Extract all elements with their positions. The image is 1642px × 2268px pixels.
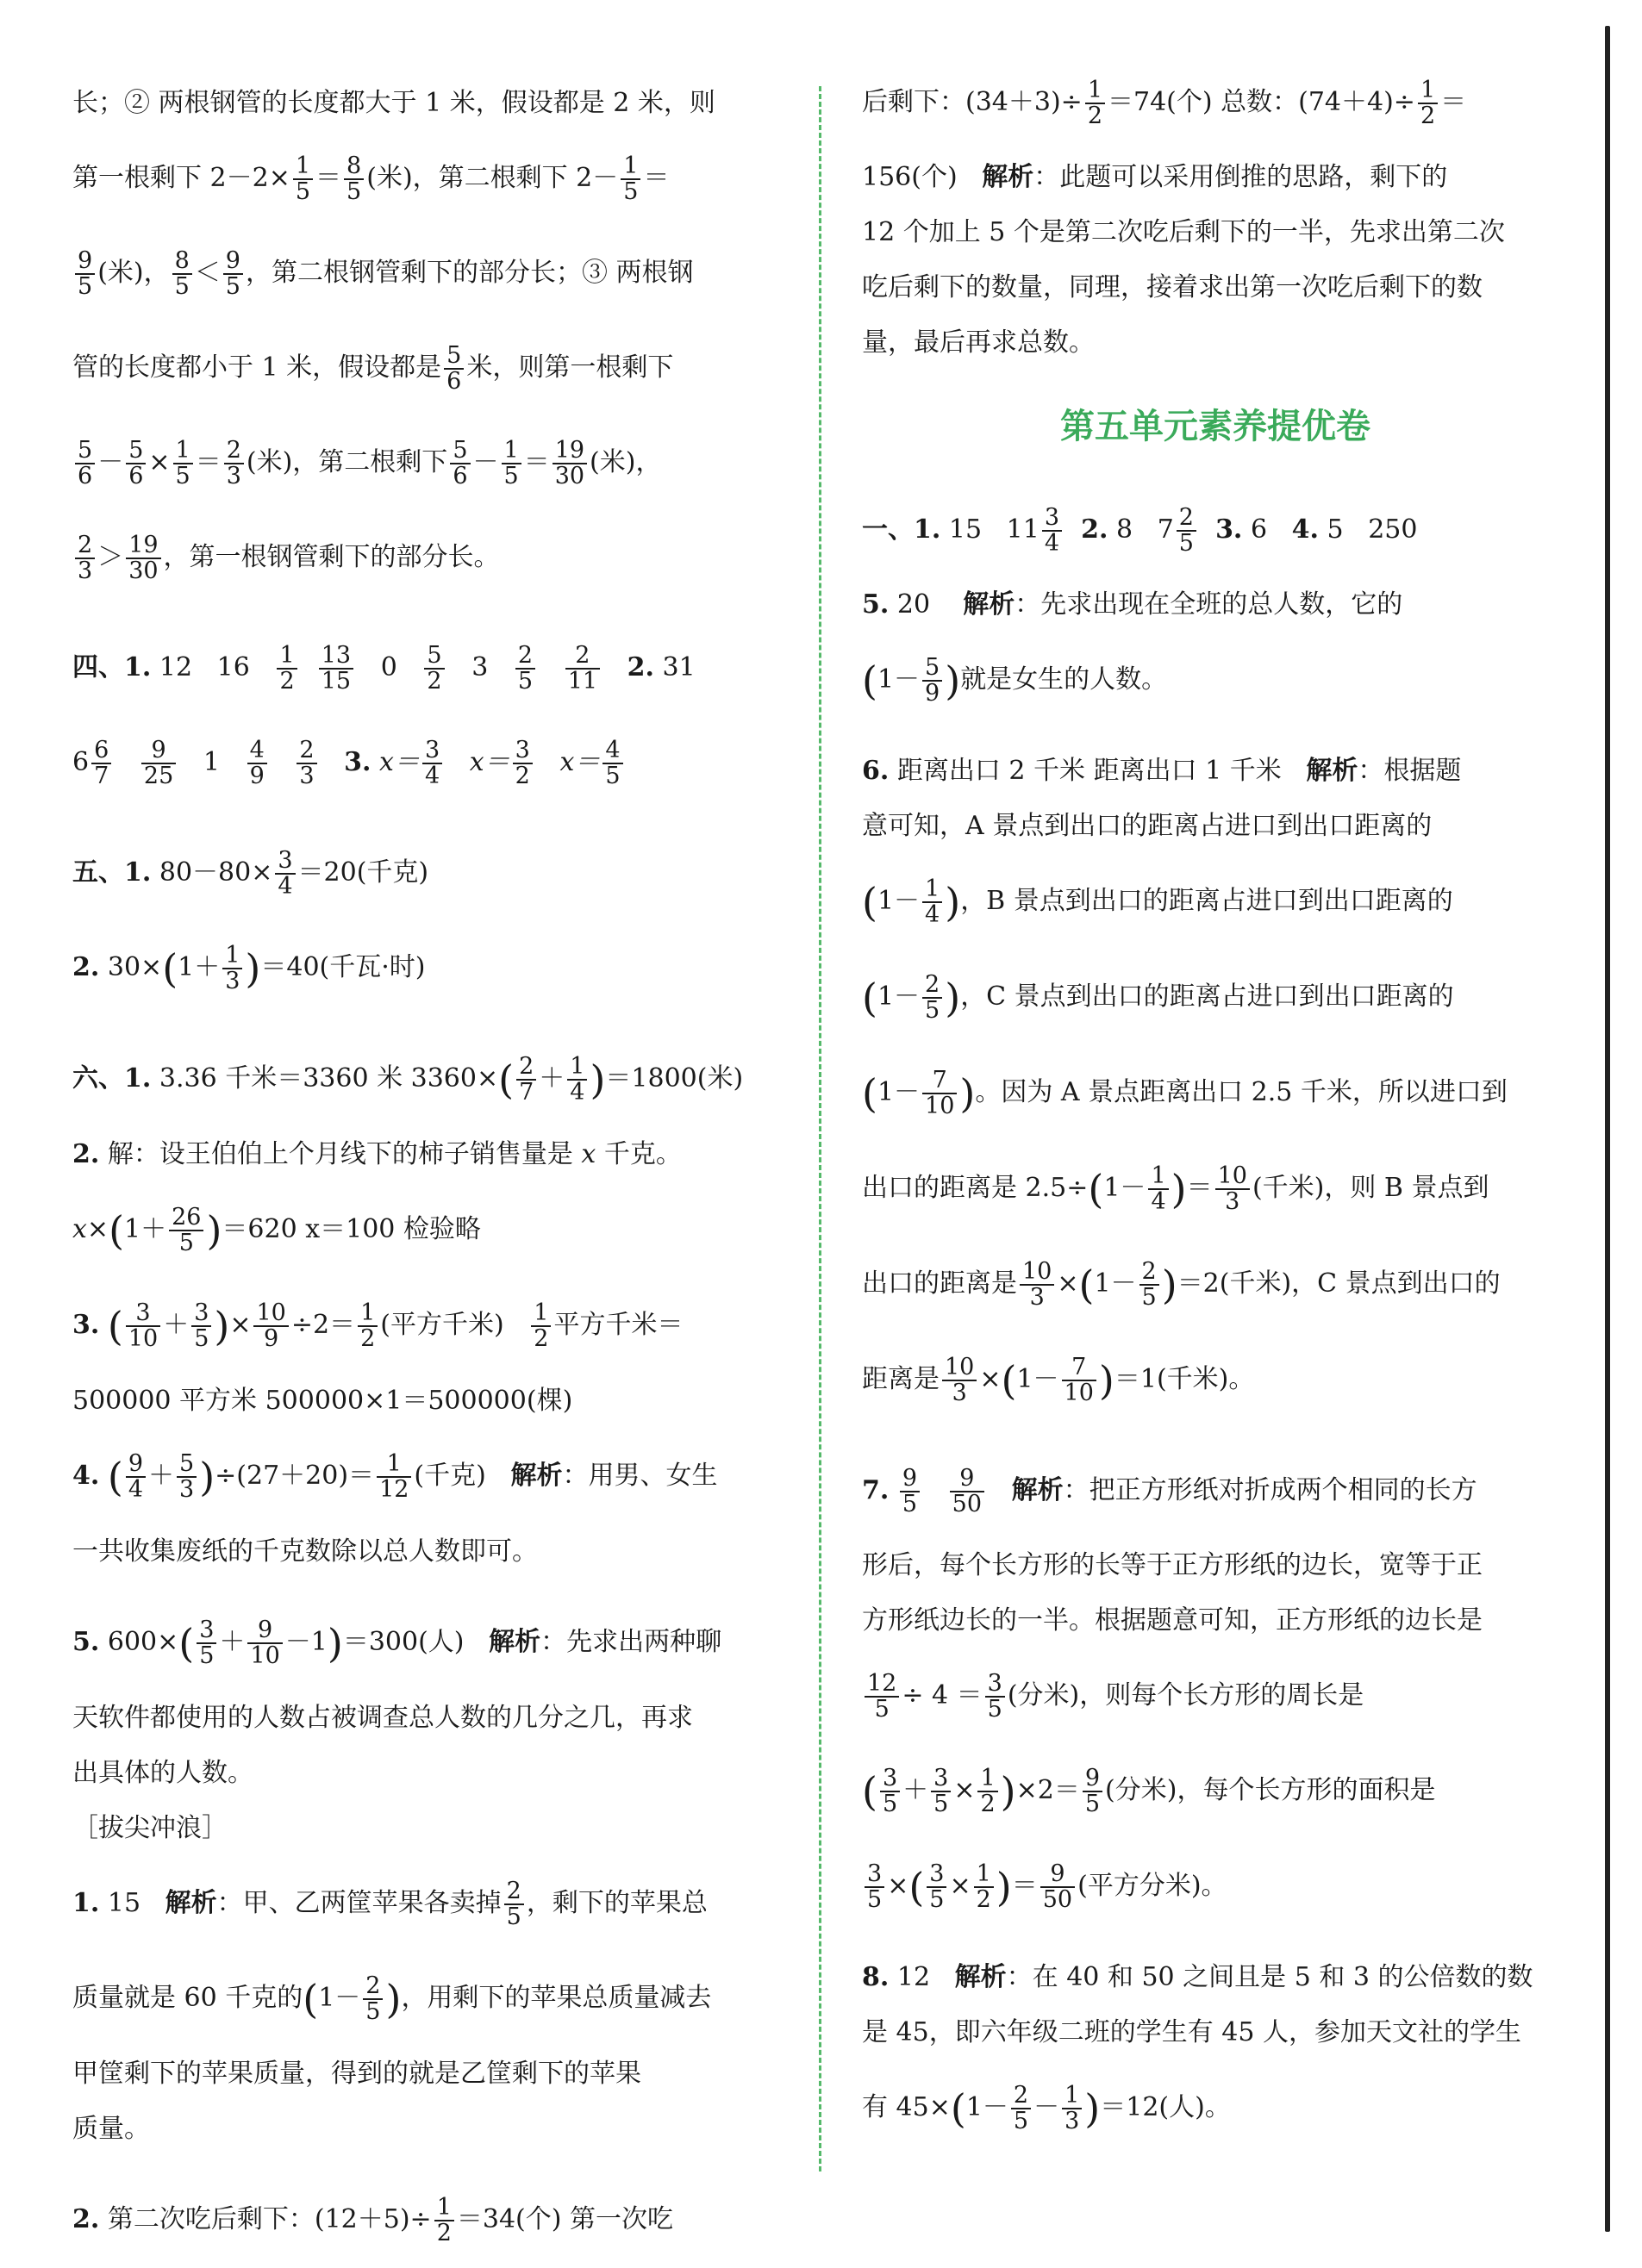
bajian-q1: 1. 15 解析：甲、乙两筐苹果各卖掉 $\frac{2}{5}$ ，剩下的苹果总 — [72, 1877, 708, 1930]
fraction: $\frac{5}{2}$ — [424, 644, 444, 695]
text-line: $\frac{9}{5}$ (米)， $\frac{8}{5}$ ＜ $\frac{9}{5}$ ，第二根钢管剩下的部分长；③ 两根钢 — [72, 226, 779, 321]
fraction: $\frac{19}{30}$ — [126, 533, 160, 584]
fraction: $\frac{1}{4}$ — [1148, 1164, 1168, 1215]
text-line: 甲筐剩下的苹果质量，得到的就是乙筐剩下的苹果 — [72, 2059, 641, 2089]
section-six-q2: 2. 解：设王伯伯上个月线下的柿子销售量是 x 千克。 — [72, 1139, 682, 1169]
fraction: $\frac{5}{6}$ — [450, 439, 470, 489]
fraction: $\frac{3}{5}$ — [865, 1862, 884, 1913]
fraction: $\frac{2}{3}$ — [75, 533, 95, 584]
fraction: $\frac{9}{5}$ — [75, 249, 95, 300]
left-column — [72, 76, 779, 2267]
text-line: 长；② 两根钢管的长度都大于 1 米，假设都是 2 米，则 — [72, 88, 715, 118]
page-edge-shadow — [1605, 26, 1610, 2232]
text-line: 12 个加上 5 个是第二次吃后剩下的一半，先求出第二次 — [862, 217, 1505, 247]
fraction: $\frac{8}{5}$ — [344, 154, 364, 205]
section-six-q5: 5. 600×( $\frac{3}{5}$ ＋ $\frac{9}{10}$ －1)＝300(人) 解析：先求出两种聊 — [72, 1616, 722, 1669]
fraction: $\frac{9}{4}$ — [126, 1452, 146, 1503]
text-line: 出口的距离是 2.5÷(1－ $\frac{1}{4}$ )＝ $\frac{10}{3}$ (千米)，则 B 景点到 — [862, 1162, 1489, 1215]
fraction: $\frac{1}{2}$ — [977, 1766, 997, 1817]
fraction: $\frac{1}{2}$ — [277, 644, 297, 695]
section-title: 第五单元素养提优卷 — [1060, 407, 1370, 446]
text-line: $\frac{2}{3}$ ＞ $\frac{19}{30}$ ，第一根钢管剩下的部分长。 — [72, 510, 779, 605]
column-divider — [819, 86, 821, 2171]
fraction: $\frac{2}{3}$ — [224, 439, 244, 489]
fraction: $\frac{19}{30}$ — [553, 439, 587, 489]
fraction: $\frac{1}{5}$ — [173, 439, 193, 489]
fraction: $\frac{1}{4}$ — [567, 1055, 587, 1106]
fraction: $\frac{10}{3}$ — [942, 1355, 977, 1406]
fraction: $\frac{3}{4}$ — [275, 849, 295, 900]
fraction: $\frac{2}{7}$ — [516, 1055, 536, 1106]
text-line: 量，最后再求总数。 — [862, 327, 1095, 358]
text-line: 距离是 $\frac{10}{3}$ ×(1－ $\frac{7}{10}$ )＝1(千米)。 — [862, 1353, 1255, 1406]
section-five-q2: 2. 30×(1＋ $\frac{1}{3}$ )＝40(千瓦·时) — [72, 941, 426, 994]
text-line: 出具体的人数。 — [72, 1758, 253, 1788]
text-line: $\frac{3}{5}$ ×( $\frac{3}{5}$ × $\frac{1}{2}$ )＝ $\frac{9}{50}$ (平方分米)。 — [862, 1839, 1569, 1935]
unit5-q5: 5. 20 解析：先求出现在全班的总人数，它的 — [862, 589, 1403, 620]
section-six-q2-eq: x×(1＋ $\frac{26}{5}$ )＝620 x＝100 检验略 — [72, 1203, 481, 1256]
fraction: $\frac{3}{2}$ — [513, 738, 533, 789]
fraction: $\frac{2}{3}$ — [297, 738, 316, 789]
fraction: $\frac{1}{2}$ — [1418, 78, 1438, 129]
text-line: (1－ $\frac{2}{5}$ )，C 景点到出口的距离占进口到出口距离的 — [862, 970, 1454, 1024]
fraction: $\frac{6}{7}$ — [91, 738, 111, 789]
fraction: $\frac{4}{5}$ — [602, 738, 622, 789]
fraction: $\frac{3}{5}$ — [191, 1301, 211, 1352]
fraction: $\frac{12}{5}$ — [865, 1672, 899, 1723]
fraction: $\frac{3}{5}$ — [880, 1766, 900, 1817]
fraction: $\frac{9}{10}$ — [247, 1618, 282, 1669]
fraction: $\frac{3}{5}$ — [197, 1618, 216, 1669]
fraction: $\frac{13}{15}$ — [319, 644, 353, 695]
text-line: 有 45×(1－ $\frac{2}{5}$ － $\frac{1}{3}$ )＝12(人)。 — [862, 2081, 1231, 2134]
fraction: $\frac{9}{50}$ — [1040, 1862, 1075, 1913]
fraction: $\frac{1}{2}$ — [1085, 78, 1105, 129]
text-line: 后剩下：(34＋3)÷ $\frac{1}{2}$ ＝74(个) 总数：(74＋4)÷ $\frac{1}{2}$ ＝ — [862, 76, 1467, 129]
fraction: $\frac{3}{5}$ — [985, 1672, 1005, 1723]
text-line: $\frac{5}{6}$ － $\frac{5}{6}$ × $\frac{1}{5}$ ＝ $\frac{2}{3}$ (米)，第二根剩下 $\frac{5}{6}$ － $\frac{1}{5}$ ＝ $\frac{19}{30}$ (米)， — [72, 415, 779, 510]
text-line: 意可知，A 景点到出口的距离占进口到出口距离的 — [862, 811, 1433, 841]
unit5-q8: 8. 12 解析：在 40 和 50 之间且是 5 和 3 的公倍数的数 — [862, 1962, 1533, 1992]
fraction: $\frac{3}{5}$ — [931, 1766, 951, 1817]
fraction: $\frac{9}{50}$ — [950, 1467, 984, 1517]
unit5-q1-4: 一、1. 15 11 $\frac{3}{4}$ 2. 8 7 $\frac{2}{5}$ 3. 6 4. 5 250 — [862, 503, 1418, 557]
fraction: $\frac{3}{4}$ — [422, 738, 442, 789]
section-four-line2: 6 $\frac{6}{7}$ $\frac{9}{25}$ 1 $\frac{4}{9}$ $\frac{2}{3}$ 3. x＝ $\frac{3}{4}$ x＝ $\frac{3}{2}$ x＝ $\frac{4}{5}$ — [72, 715, 779, 810]
fraction: $\frac{26}{5}$ — [169, 1206, 203, 1256]
fraction: $\frac{2}{5}$ — [1139, 1260, 1159, 1311]
text-line: 第一根剩下 2－2× $\frac{1}{5}$ ＝ $\frac{8}{5}$ (米)，第二根剩下 2－ $\frac{1}{5}$ ＝ — [72, 152, 670, 205]
text-line: $\frac{12}{5}$ ÷ 4 ＝ $\frac{3}{5}$ (分米)，则每个长方形的周长是 — [862, 1648, 1569, 1743]
fraction: $\frac{1}{2}$ — [358, 1301, 378, 1352]
fraction: $\frac{9}{5}$ — [1083, 1766, 1102, 1817]
fraction: $\frac{10}{9}$ — [253, 1301, 288, 1352]
text-line: 是 45，即六年级二班的学生有 45 人，参加天文社的学生 — [862, 2017, 1521, 2047]
text-line: 质量。 — [72, 2114, 150, 2144]
fraction: $\frac{1}{2}$ — [974, 1862, 994, 1913]
section-six-q3: 3. ( $\frac{3}{10}$ ＋ $\frac{3}{5}$ )× $\frac{10}{9}$ ÷2＝ $\frac{1}{2}$ (平方千米) $\frac{1}{2}$ 平方千米＝ — [72, 1299, 684, 1352]
fraction: $\frac{5}{6}$ — [126, 439, 146, 489]
text-line: 吃后剩下的数量，同理，接着求出第一次吃后剩下的数 — [862, 272, 1483, 302]
fraction: $\frac{10}{3}$ — [1020, 1260, 1054, 1311]
section-four-line1: 四、1. 12 16 $\frac{1}{2}$ $\frac{13}{15}$ 0 $\frac{5}{2}$ 3 $\frac{2}{5}$ $\frac{2}{11}$ 2. 31 — [72, 641, 696, 695]
text-line: 质量就是 60 千克的(1－ $\frac{2}{5}$ )，用剩下的苹果总质量减去 — [72, 1972, 712, 2025]
fraction: $\frac{2}{5}$ — [922, 973, 942, 1024]
text-line: (1－ $\frac{7}{10}$ )。因为 A 景点距离出口 2.5 千米，所以进口到 — [862, 1066, 1508, 1119]
text-line: 一共收集废纸的千克数除以总人数即可。 — [72, 1536, 538, 1567]
fraction: $\frac{2}{5}$ — [515, 644, 535, 695]
text-line: (1－ $\frac{1}{4}$ )，B 景点到出口的距离占进口到出口距离的 — [862, 875, 1453, 928]
fraction: $\frac{3}{4}$ — [1042, 506, 1062, 557]
fraction: $\frac{1}{5}$ — [293, 154, 313, 205]
section-six-q4: 4. ( $\frac{9}{4}$ ＋ $\frac{5}{3}$ )÷(27＋20)＝ $\frac{1}{12}$ (千克) 解析：用男、女生 — [72, 1449, 718, 1503]
fraction: $\frac{7}{10}$ — [1062, 1355, 1096, 1406]
text-line: 方形纸边长的一半。根据题意可知，正方形纸的边长是 — [862, 1605, 1483, 1636]
text-line: 156(个) 解析：此题可以采用倒推的思路，剩下的 — [862, 162, 1448, 192]
fraction: $\frac{1}{4}$ — [922, 877, 942, 928]
bajian-q2: 2. 第二次吃后剩下：(12＋5)÷ $\frac{1}{2}$ ＝34(个) 第一次吃 — [72, 2193, 673, 2246]
text-line: 形后，每个长方形的长等于正方形纸的边长，宽等于正 — [862, 1550, 1483, 1580]
fraction: $\frac{2}{5}$ — [504, 1879, 524, 1930]
fraction: $\frac{5}{3}$ — [177, 1452, 197, 1503]
text-line: 出口的距离是 $\frac{10}{3}$ ×(1－ $\frac{2}{5}$ )＝2(千米)，C 景点到出口的 — [862, 1257, 1501, 1311]
right-column — [862, 76, 1569, 2156]
fraction: $\frac{3}{5}$ — [927, 1862, 946, 1913]
text-line: (1－ $\frac{5}{9}$ )就是女生的人数。 — [862, 653, 1168, 707]
fraction: $\frac{1}{5}$ — [502, 439, 521, 489]
unit5-q7: 7. $\frac{9}{5}$ $\frac{9}{50}$ 解析：把正方形纸对折成两个相同的长方 — [862, 1464, 1477, 1517]
fraction: $\frac{5}{6}$ — [75, 439, 95, 489]
fraction: $\frac{2}{5}$ — [1011, 2084, 1031, 2134]
text-line: 天软件都使用的人数占被调查总人数的几分之几，再求 — [72, 1703, 693, 1733]
fraction: $\frac{1}{2}$ — [531, 1301, 551, 1352]
fraction: $\frac{10}{3}$ — [1215, 1164, 1250, 1215]
fraction: $\frac{9}{5}$ — [900, 1467, 920, 1517]
fraction: $\frac{1}{3}$ — [1062, 2084, 1082, 2134]
section-five-q1: 五、1. 80－80× $\frac{3}{4}$ ＝20(千克) — [72, 846, 429, 900]
fraction: $\frac{5}{9}$ — [922, 656, 942, 707]
fraction: $\frac{1}{3}$ — [222, 944, 242, 994]
fraction: $\frac{3}{10}$ — [126, 1301, 160, 1352]
fraction: $\frac{4}{9}$ — [247, 738, 267, 789]
bajian-chonglang-label: ［拔尖冲浪］ — [72, 1813, 228, 1843]
fraction: $\frac{2}{11}$ — [565, 644, 600, 695]
fraction: $\frac{1}{12}$ — [377, 1452, 411, 1503]
fraction: $\frac{7}{10}$ — [922, 1069, 957, 1119]
text-line: 500000 平方米 500000×1＝500000(棵) — [72, 1386, 573, 1416]
text-line: ( $\frac{3}{5}$ ＋ $\frac{3}{5}$ × $\frac{1}{2}$ )×2＝ $\frac{9}{5}$ (分米)，每个长方形的面积是 — [862, 1764, 1436, 1817]
text-line: 管的长度都小于 1 米，假设都是 $\frac{5}{6}$ 米，则第一根剩下 — [72, 341, 674, 395]
fraction: $\frac{2}{5}$ — [1177, 506, 1196, 557]
fraction: $\frac{9}{5}$ — [223, 249, 243, 300]
fraction: $\frac{5}{6}$ — [444, 344, 464, 395]
fraction: $\frac{1}{5}$ — [621, 154, 640, 205]
unit5-q6: 6. 距离出口 2 千米 距离出口 1 千米 解析：根据题 — [862, 756, 1462, 786]
fraction: $\frac{2}{5}$ — [363, 1974, 383, 2025]
section-six-q1: 六、1. 3.36 千米＝3360 米 3360×( $\frac{2}{7}$ ＋ $\frac{1}{4}$ )＝1800(米) — [72, 1052, 744, 1106]
fraction: $\frac{9}{25}$ — [141, 738, 176, 789]
fraction: $\frac{8}{5}$ — [172, 249, 192, 300]
fraction: $\frac{1}{2}$ — [434, 2196, 454, 2246]
